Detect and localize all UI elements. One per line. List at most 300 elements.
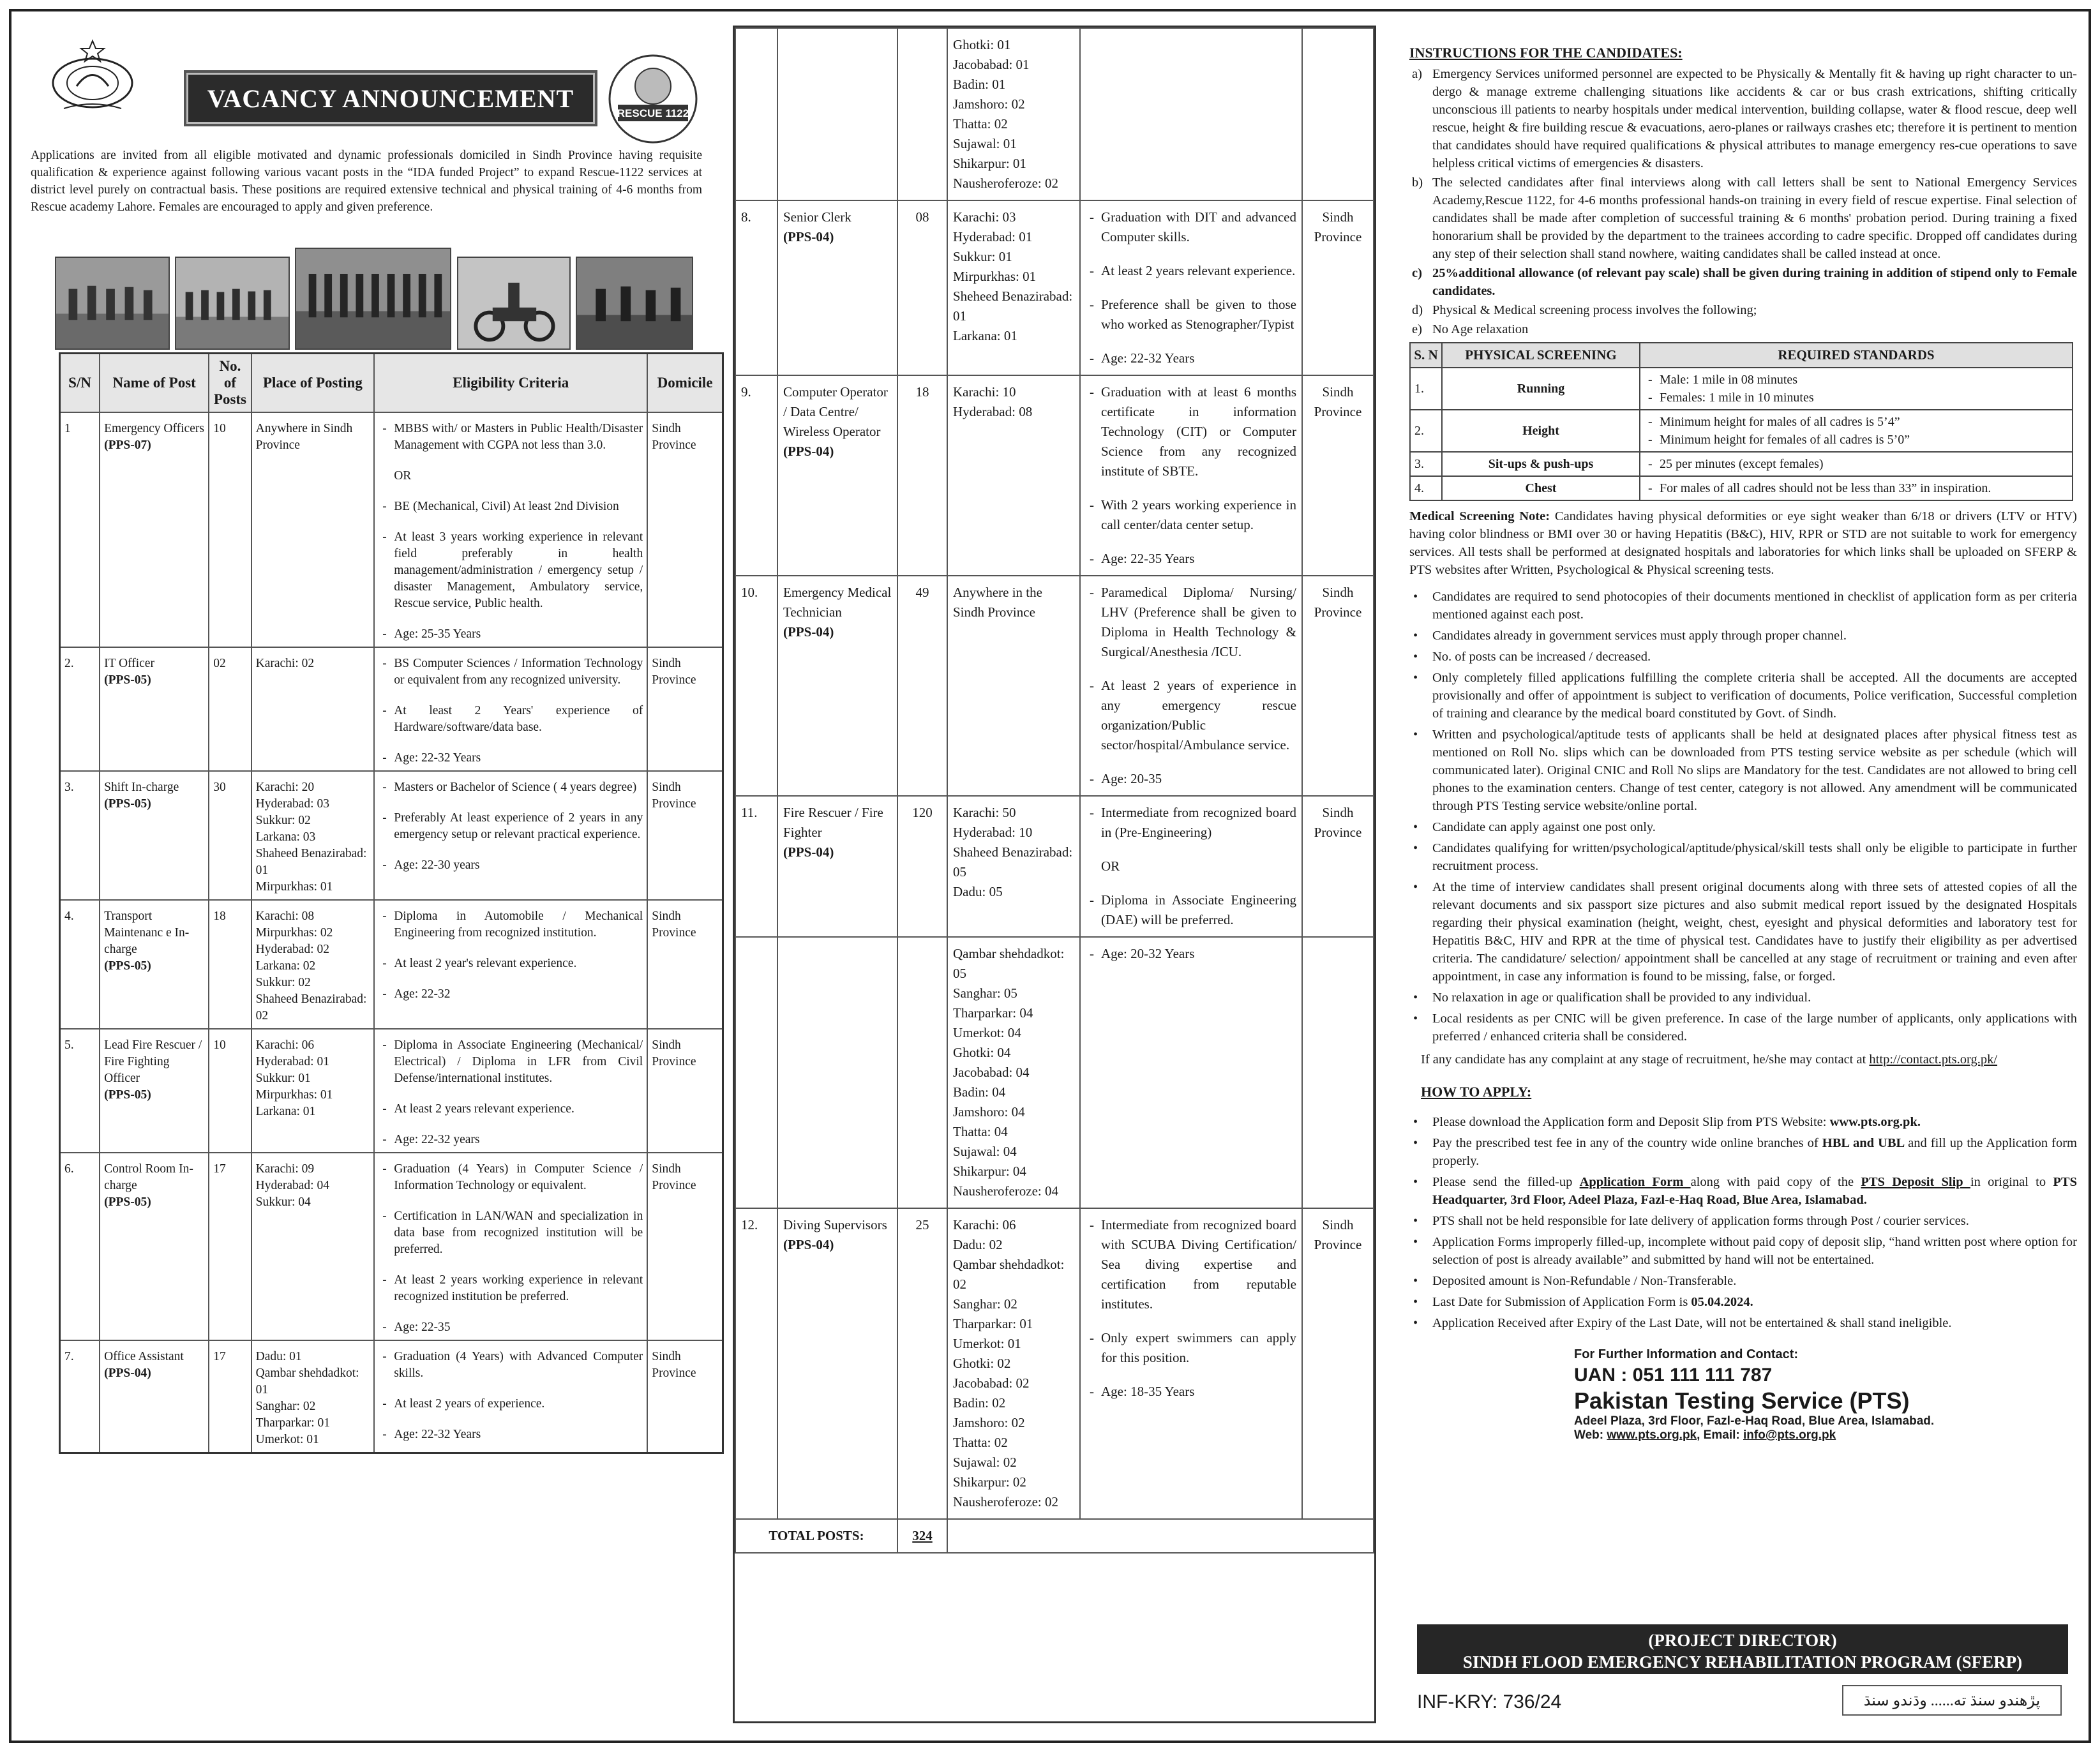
- vacancy-post-title: Senior Clerk: [783, 209, 851, 225]
- vacancy-place-item: Tharparkar: 01: [255, 1416, 331, 1430]
- screening-standard-item: - Minimum height for females of all cadres is 5’0”: [1644, 431, 2068, 449]
- vacancy-criteria-item: - MBBS with/ or Masters in Public Health/Disaster Management with CGPA not less than 3.0.: [379, 421, 643, 454]
- vacancy-post-name: [100, 1153, 209, 1340]
- apply-step-text: PTS shall not be held responsible for late delivery of application forms through Post / courier services.: [1432, 1214, 1969, 1228]
- vacancy-criteria-item: - At least 3 years working experience in relevant field preferably in health management/administration / emergency setup / disaster Management, Ambulatory service, Rescue service, Public health.: [379, 529, 643, 612]
- vacancy-criteria: [374, 1340, 647, 1453]
- vacancy-row: [735, 28, 1374, 200]
- screening-sn: 4.: [1410, 476, 1442, 500]
- vacancy-place: [251, 412, 375, 647]
- apply-step: [1402, 1173, 2077, 1209]
- vacancy-post-name: [100, 900, 209, 1029]
- screening-standard-item: - Male: 1 mile in 08 minutes: [1644, 371, 2068, 389]
- vacancy-domicile: Sindh Province: [1302, 375, 1374, 576]
- vacancy-post-title: Transport Maintenanc e In-charge: [104, 910, 190, 956]
- vacancy-place-item: Qambar shehdadkot: 05: [953, 946, 1065, 981]
- photo-strip: [55, 248, 693, 350]
- vacancy-criteria-item: - Intermediate from recognized board with SCUBA Diving Certification/ Sea diving expertise and certification from reputable institutes.: [1086, 1215, 1296, 1314]
- screening-standards: [1640, 452, 2073, 476]
- vacancy-place-item: Thatta: 02: [953, 116, 1008, 131]
- header-eligibility: Eligibility Criteria: [374, 354, 647, 413]
- vacancy-place-item: Umerkot: 01: [953, 1336, 1021, 1351]
- vacancy-num-posts: 02: [209, 647, 251, 771]
- vacancy-num-posts: [897, 28, 947, 200]
- vacancy-place-item: Badin: 02: [953, 1395, 1006, 1411]
- vacancy-place-item: Mirpurkhas: 01: [255, 1088, 333, 1102]
- vacancy-place-item: Jamshoro: 02: [953, 96, 1025, 112]
- vacancy-place: [947, 28, 1080, 200]
- sindhi-slogan: پڙهندو سنڌ ته...... وڌندو سنڌ: [1842, 1685, 2062, 1716]
- apply-step: [1402, 1212, 2077, 1230]
- vacancy-criteria-item: OR: [1101, 858, 1120, 874]
- vacancy-criteria-item: - Graduation (4 Years) in Computer Science / Information Technology or equivalent.: [379, 1161, 643, 1194]
- screening-row: [1410, 410, 2073, 452]
- vacancy-domicile: Sindh Province: [647, 1153, 723, 1340]
- vacancy-place-item: Dadu: 01: [255, 1350, 302, 1363]
- vacancy-domicile: Sindh Province: [1302, 576, 1374, 796]
- vacancy-domicile: Sindh Province: [1302, 796, 1374, 937]
- screening-header-sn: S. N: [1410, 343, 1442, 368]
- vacancy-place-item: Hyderabad: 01: [953, 229, 1033, 244]
- complaint-text: If any candidate has any complaint at any stage of recruitment, he/she may contact at: [1421, 1052, 1866, 1067]
- vacancy-sn: [735, 28, 777, 200]
- vacancy-num-posts: 18: [897, 375, 947, 576]
- screening-standard-item: - For males of all cadres should not be less than 33” in inspiration.: [1644, 479, 2068, 497]
- vacancy-place-item: Shaheed Benazirabad: 02: [255, 992, 367, 1022]
- sindh-government-emblem-icon: [45, 38, 140, 115]
- contact-block: [1574, 1347, 2077, 1442]
- vacancy-row: [60, 412, 723, 647]
- vacancy-domicile: Sindh Province: [647, 647, 723, 771]
- vacancy-place: [251, 900, 375, 1029]
- vacancy-place: [947, 375, 1080, 576]
- instruction-bullet: • Candidates already in government services must apply through proper channel.: [1402, 627, 2077, 645]
- vacancy-place-item: Hyderabad: 04: [255, 1179, 329, 1192]
- vacancy-place-item: Hyderabad: 03: [255, 797, 329, 811]
- physical-screening-table: [1409, 342, 2073, 501]
- column-left: [31, 26, 713, 1723]
- vacancy-domicile: Sindh Province: [1302, 1208, 1374, 1519]
- apply-step-emphasis: HBL and UBL: [1822, 1136, 1909, 1150]
- header-place: Place of Posting: [251, 354, 375, 413]
- screening-test: Chest: [1442, 476, 1640, 500]
- vacancy-row: [735, 576, 1374, 796]
- medical-note-text: Candidates having physical deformities or eye sight weaker than 6/18 or drivers (LTV or HTV) having color blindness or BMI over 30 or having Hepatitis (B&C), HIV, RPR or STD are not suitable to work for emergency services. All tests shall be performed at designated hospitals and laboratories for which links shall be uploaded on SFERP & PTS websites after Written, Psychological & Physical screening tests.: [1409, 509, 2077, 577]
- project-director-banner: [1417, 1624, 2068, 1674]
- screening-standards: [1640, 476, 2073, 500]
- vacancy-row: [735, 937, 1374, 1208]
- vacancy-criteria-item: - Only expert swimmers can apply for this position.: [1086, 1328, 1296, 1368]
- vacancy-criteria-item: - Age: 22-32 Years: [379, 750, 643, 767]
- vacancy-domicile: [1302, 28, 1374, 200]
- vacancy-pps-scale: (PPS-05): [104, 959, 151, 973]
- screening-standard-item: - Females: 1 mile in 10 minutes: [1644, 389, 2068, 407]
- vacancy-criteria-item: - Age: 22-32: [379, 986, 643, 1003]
- screening-header-test: PHYSICAL SCREENING: [1442, 343, 1640, 368]
- vacancy-criteria: [374, 900, 647, 1029]
- screening-header-row: [1410, 343, 2073, 368]
- vacancy-place-item: Larkana: 03: [255, 830, 316, 844]
- vacancy-place-item: Sujawal: 01: [953, 136, 1017, 151]
- vacancy-domicile: Sindh Province: [1302, 200, 1374, 375]
- instruction-a: a) Emergency Services uniformed personnel are expected to be Physically & Mentally fit & having up right character to un-dergo & manage extreme challenging situations like accidents & car or bus crash extrications, shifting critically unconscious ill patients to nearby hospitals under medical intervention, building collapse, water & flood rescue, deep well rescue, height & fire building rescue & evacuations, aero-planes or railways crashes etc; therefore it is pertinent to mention that candidates should have required qualifications & physical attributes to manage emergency res-cue operations to save helpless critical victims of emergencies & disasters.: [1412, 67, 2077, 170]
- vacancy-criteria-item: - Intermediate from recognized board in (Pre-Engineering): [1086, 803, 1296, 842]
- vacancy-row: [735, 200, 1374, 375]
- vacancy-post-title: Fire Rescuer / Fire Fighter: [783, 805, 883, 840]
- vacancy-sn: 1: [60, 412, 100, 647]
- vacancy-place: [251, 1029, 375, 1153]
- vacancy-criteria-item: - Age: 22-30 years: [379, 857, 643, 874]
- vacancy-criteria-item: - Masters or Bachelor of Science ( 4 years degree): [379, 779, 643, 796]
- instruction-e-text: No Age relaxation: [1432, 322, 1529, 336]
- apply-step-text: in original to: [1970, 1175, 2053, 1189]
- apply-step: [1402, 1293, 2077, 1311]
- vacancy-place-item: Hyderabad: 01: [255, 1055, 329, 1068]
- medical-screening-note: [1402, 507, 2077, 579]
- vacancy-place-item: Sukkur: 01: [255, 1072, 311, 1085]
- vacancy-criteria-item: - At least 2 years of experience.: [379, 1396, 643, 1412]
- header-posts: No. of Posts: [209, 354, 251, 413]
- instruction-a-text: Emergency Services uniformed personnel are expected to be Physically & Mentally fit & having up right character to un-dergo & manage extreme challenging situations like accidents & car or bus crash extrications, shifting critically unconscious ill patients to nearby hospitals under medical intervention, building collapse, water & flood rescue, deep well rescue, height & fire building rescue & evacuations, aero-planes or railways crashes etc; therefore it is pertinent to mention that candidates should have required qualifications & physical attributes to manage emergency res-cue operations to save helpless critical victims of emergencies & disasters.: [1432, 67, 2077, 170]
- apply-step-text: Deposited amount is Non-Refundable / Non-Transferable.: [1432, 1274, 1737, 1288]
- vacancy-num-posts: 17: [209, 1153, 251, 1340]
- vacancy-criteria: [374, 771, 647, 900]
- pts-email-link[interactable]: info@pts.org.pk: [1743, 1428, 1836, 1442]
- vacancy-row: [60, 900, 723, 1029]
- vacancy-place-item: Sukkur: 04: [255, 1195, 311, 1209]
- vacancy-pps-scale: (PPS-07): [104, 438, 151, 452]
- vacancy-place: [251, 1153, 375, 1340]
- vacancy-criteria: [1080, 796, 1302, 937]
- contact-info-label: For Further Information and Contact:: [1574, 1347, 1799, 1361]
- instruction-bullet: • Written and psychological/aptitude tests of applicants shall be held at designated places after physical fitness test as mentioned on Roll No. slips which can be downloaded from PTS testing service website as per schedule (which will communicated later). Original CNIC and Roll No slips are Mandatory for the test. Candidates are not allowed to bring cell phones to the examination centers. Change of test center, category is not allowed. Any amendment will be communicated through PTS Testing service website/online portal.: [1402, 726, 2077, 815]
- vacancy-row: [735, 796, 1374, 937]
- apply-step-text: along with paid copy of the: [1690, 1175, 1861, 1189]
- vacancy-place-item: Nausheroferoze: 04: [953, 1183, 1059, 1199]
- instruction-b-text: The selected candidates after final interviews along with call letters shall be sent to National Emergency Services Academy,Rescue 1122, for 4-6 months professional hands-on training in every field of rescue expertise. Final selection of candidates shall be made after completion of successful training & 6 months' probation period. During training a fixed honorarium shall be provided by the department to the trainees according to cadre specific. Dropped off candidates during any step of their selection shall stand nowhere, waiting candidates shall be called instead at once.: [1432, 176, 2077, 261]
- vacancy-place-item: Shaheed Benazirabad: 05: [953, 844, 1073, 880]
- vacancy-criteria: [374, 1029, 647, 1153]
- vacancy-criteria-item: - Age: 20-35: [1086, 769, 1296, 789]
- vacancy-criteria-item: - Graduation (4 Years) with Advanced Computer skills.: [379, 1349, 643, 1382]
- vacancy-pps-scale: (PPS-04): [783, 844, 834, 860]
- vacancy-num-posts: 120: [897, 796, 947, 937]
- vacancy-row: [60, 1029, 723, 1153]
- vacancy-place-item: Mirpurkhas: 01: [255, 880, 333, 894]
- vacancy-sn: [735, 937, 777, 1208]
- vacancy-place-item: Umerkot: 04: [953, 1025, 1021, 1040]
- vacancy-post-title: Emergency Officers: [104, 422, 204, 435]
- instructions-title: INSTRUCTIONS FOR THE CANDIDATES:: [1409, 45, 1683, 61]
- vacancy-place-item: Sukkur: 02: [255, 814, 311, 827]
- apply-step: [1402, 1134, 2077, 1170]
- screening-row: [1410, 368, 2073, 410]
- general-instructions-list: [1402, 588, 2077, 1045]
- vacancy-place: [947, 796, 1080, 937]
- header-post: Name of Post: [100, 354, 209, 413]
- apply-step-emphasis: PTS Headquarter, 3rd Floor, Adeel Plaza, Fazl-e-Haq Road, Blue Area, Islamabad.: [1432, 1175, 2077, 1207]
- vacancy-place-item: Karachi: 20: [255, 781, 315, 794]
- vacancy-row: [60, 647, 723, 771]
- vacancy-place-item: Hyderabad: 02: [255, 943, 329, 956]
- vacancy-place-item: Badin: 04: [953, 1084, 1006, 1100]
- vacancy-post-name: [777, 28, 897, 200]
- screening-standards: [1640, 368, 2073, 410]
- screening-row: [1410, 476, 2073, 500]
- screening-row: [1410, 452, 2073, 476]
- header-sn: S/N: [60, 354, 100, 413]
- vacancy-place-item: Anywhere in the Sindh Province: [953, 585, 1042, 620]
- photo-motorbike-rescue: [457, 257, 571, 350]
- vacancy-place-item: Ghotki: 02: [953, 1356, 1011, 1371]
- vacancy-place-item: Larkana: 02: [255, 959, 316, 973]
- apply-step-emphasis: PTS Deposit Slip: [1861, 1175, 1970, 1189]
- table-2-body: [735, 28, 1374, 1553]
- vacancy-sn: 3.: [60, 771, 100, 900]
- total-value: 324: [897, 1519, 947, 1553]
- vacancy-criteria: [374, 1153, 647, 1340]
- vacancy-criteria-item: - Diploma in Automobile / Mechanical Engineering from recognized institution.: [379, 908, 643, 941]
- vacancy-pps-scale: (PPS-05): [104, 1088, 151, 1102]
- vacancy-place-item: Sanghar: 02: [255, 1400, 316, 1413]
- apply-step-emphasis: 05.04.2024.: [1691, 1295, 1753, 1309]
- screening-standard-item: - 25 per minutes (except females): [1644, 455, 2068, 473]
- vacancy-num-posts: 30: [209, 771, 251, 900]
- vacancy-pps-scale: (PPS-05): [104, 1195, 151, 1209]
- vacancy-post-title: Emergency Medical Technician: [783, 585, 892, 620]
- how-to-apply-title: HOW TO APPLY:: [1421, 1084, 1532, 1100]
- vacancy-place-item: Karachi: 06: [953, 1217, 1016, 1232]
- vacancy-criteria-item: OR: [394, 469, 412, 483]
- vacancy-sn: 4.: [60, 900, 100, 1029]
- pts-website-link[interactable]: www.pts.org.pk: [1607, 1428, 1697, 1442]
- vacancy-row: [60, 771, 723, 900]
- vacancy-place-item: Jamshoro: 04: [953, 1104, 1025, 1119]
- vacancy-place-item: Karachi: 03: [953, 209, 1016, 225]
- instruction-d: d) Physical & Medical screening process involves the following;: [1412, 303, 1757, 317]
- how-to-apply-list: [1402, 1113, 2077, 1332]
- complaint-line: [1402, 1051, 2077, 1068]
- vacancy-num-posts: 25: [897, 1208, 947, 1519]
- apply-step-text: Last Date for Submission of Application Form is: [1432, 1295, 1691, 1309]
- column-middle: [733, 26, 1376, 1723]
- apply-step: [1402, 1113, 2077, 1131]
- screening-sn: 2.: [1410, 410, 1442, 452]
- vacancy-place: [947, 576, 1080, 796]
- screening-body: [1410, 368, 2073, 500]
- vacancy-criteria-item: - BE (Mechanical, Civil) At least 2nd Division: [379, 498, 643, 515]
- vacancy-sn: 9.: [735, 375, 777, 576]
- vacancy-table-2: [735, 27, 1374, 1554]
- vacancy-place-item: Nausheroferoze: 02: [953, 1494, 1059, 1509]
- vacancy-place-item: Sujawal: 04: [953, 1144, 1017, 1159]
- vacancy-criteria-item: - At least 2 Years' experience of Hardware/software/data base.: [379, 703, 643, 736]
- total-empty: [947, 1519, 1374, 1553]
- screening-header-standards: REQUIRED STANDARDS: [1640, 343, 2073, 368]
- vacancy-criteria-item: - Age: 20-32 Years: [1086, 944, 1296, 964]
- vacancy-pps-scale: (PPS-04): [104, 1366, 151, 1380]
- screening-test: Running: [1442, 368, 1640, 410]
- photo-training: [576, 257, 693, 350]
- vacancy-place-item: Thatta: 04: [953, 1124, 1008, 1139]
- vacancy-criteria: [1080, 576, 1302, 796]
- header: [31, 26, 702, 128]
- vacancy-place-item: Umerkot: 01: [255, 1433, 319, 1446]
- total-row: [735, 1519, 1374, 1553]
- vacancy-criteria-item: - At least 2 years of experience in any emergency rescue organization/Public sector/hospital/Ambulance service.: [1086, 676, 1296, 755]
- vacancy-criteria-item: - Preferably At least experience of 2 years in any emergency setup or relevant practical experience.: [379, 810, 643, 843]
- vacancy-num-posts: 10: [209, 1029, 251, 1153]
- instruction-bullet: • Local residents as per CNIC will be given preference. In case of the large number of applicants, only applications with preferred / enhanced criteria shall be considered.: [1402, 1010, 2077, 1045]
- vacancy-place-item: Tharparkar: 04: [953, 1005, 1033, 1021]
- vacancy-place-item: Mirpurkhas: 01: [953, 269, 1037, 284]
- instruction-bullet: • No relaxation in age or qualification shall be provided to any individual.: [1402, 989, 2077, 1007]
- column-right: [1402, 26, 2077, 1723]
- apply-step: [1402, 1233, 2077, 1269]
- vacancy-place: [947, 937, 1080, 1208]
- vacancy-place-item: Sanghar: 05: [953, 985, 1017, 1001]
- vacancy-post-title: Diving Supervisors: [783, 1217, 887, 1232]
- vacancy-post-title: Computer Operator / Data Centre/ Wireless Operator: [783, 384, 888, 439]
- table-header-row: [60, 354, 723, 413]
- intro-paragraph: Applications are invited from all eligible motivated and dynamic professionals domiciled in Sindh Province having requisite qualification & experience against following various vacant posts in the “IDA funded Project” to expand Rescue-1122 services at district level purely on contractual basis. These positions are required extensive technical and physical training of 4-6 months from Rescue academy Lahore. Females are encouraged to apply and given preference.: [31, 149, 702, 214]
- apply-step-text: Application Forms improperly filled-up, incomplete without paid copy of deposit slip, “hand written post where option for selection of post is already available” and submitted by hand will not be entertained.: [1432, 1235, 2077, 1267]
- instruction-b: b) The selected candidates after final interviews along with call letters shall be sent to National Emergency Services Academy,Rescue 1122, for 4-6 months professional hands-on training in every field of rescue expertise. Final selection of candidates shall be made after completion of successful training & 6 months' probation period. During training a fixed honorarium shall be provided by the department to the trainees according to cadre specific. Dropped off candidates during any step of their selection shall stand nowhere, waiting candidates shall be called instead at once.: [1412, 176, 2077, 261]
- rescue-logo-text: RESCUE 1122: [617, 107, 689, 119]
- vacancy-place-item: Qambar shehdadkot: 02: [953, 1257, 1065, 1292]
- vacancy-place-item: Shikarpur: 01: [953, 156, 1026, 171]
- vacancy-place-item: Karachi: 08: [255, 910, 315, 923]
- vacancy-criteria: [374, 412, 647, 647]
- photo-parade: [295, 248, 451, 350]
- vacancy-domicile: Sindh Province: [647, 771, 723, 900]
- vacancy-table-1: [59, 352, 724, 1454]
- photo-rescue-team-2: [175, 257, 290, 350]
- vacancy-place-item: Sheheed Benazirabad: 01: [953, 288, 1073, 324]
- apply-step-emphasis: www.pts.org.pk.: [1829, 1115, 1921, 1129]
- rescue-1122-logo-icon: [605, 51, 701, 147]
- vacancy-pps-scale: (PPS-04): [783, 229, 834, 244]
- screening-test: Height: [1442, 410, 1640, 452]
- vacancy-criteria-item: - With 2 years working experience in call center/data center setup.: [1086, 495, 1296, 535]
- vacancy-place-item: Jacobabad: 04: [953, 1065, 1030, 1080]
- vacancy-post-name: [100, 647, 209, 771]
- instruction-c-text: 25%additional allowance (of relevant pay scale) shall be given during training in addition of stipend only to Female candidates.: [1432, 266, 2077, 298]
- vacancy-place-item: Hyderabad: 10: [953, 825, 1033, 840]
- pts-name: Pakistan Testing Service (PTS): [1574, 1388, 1910, 1414]
- vacancy-num-posts: 17: [209, 1340, 251, 1453]
- page-title: VACANCY ANNOUNCEMENT: [184, 70, 597, 126]
- vacancy-place-item: Karachi: 50: [953, 805, 1016, 820]
- vacancy-criteria-item: - Age: 18-35 Years: [1086, 1382, 1296, 1402]
- vacancy-post-name: [100, 771, 209, 900]
- vacancy-domicile: Sindh Province: [647, 1029, 723, 1153]
- vacancy-sn: 6.: [60, 1153, 100, 1340]
- vacancy-sn: 5.: [60, 1029, 100, 1153]
- vacancy-post-title: Control Room In-charge: [104, 1162, 193, 1192]
- vacancy-place-item: Sukkur: 02: [255, 976, 311, 989]
- vacancy-criteria-item: - Age: 22-35: [379, 1319, 643, 1336]
- vacancy-sn: 12.: [735, 1208, 777, 1519]
- vacancy-place-item: Qambar shehdadkot: 01: [255, 1366, 359, 1396]
- vacancy-domicile: Sindh Province: [647, 1340, 723, 1453]
- vacancy-place: [251, 771, 375, 900]
- vacancy-place-item: Karachi: 10: [953, 384, 1016, 400]
- vacancy-place-item: Shikarpur: 04: [953, 1164, 1026, 1179]
- photo-rescue-team-1: [55, 257, 170, 350]
- vacancy-num-posts: [897, 937, 947, 1208]
- screening-sn: 3.: [1410, 452, 1442, 476]
- vacancy-sn: 7.: [60, 1340, 100, 1453]
- screening-standard-item: - Minimum height for males of all cadres is 5’4”: [1644, 413, 2068, 431]
- apply-step-text: Pay the prescribed test fee in any of the country wide online branches of: [1432, 1136, 1822, 1150]
- apply-step-emphasis: Application Form: [1579, 1175, 1691, 1189]
- vacancy-sn: 8.: [735, 200, 777, 375]
- vacancy-domicile: Sindh Province: [647, 900, 723, 1029]
- vacancy-criteria-item: - Preference shall be given to those who worked as Stenographer/Typist: [1086, 295, 1296, 334]
- vacancy-criteria-item: - Graduation with at least 6 months certificate in information Technology (CIT) or Computer Science from any recognized institute of SBTE.: [1086, 382, 1296, 481]
- vacancy-row: [60, 1340, 723, 1453]
- medical-note-label: Medical Screening Note:: [1409, 509, 1550, 523]
- header-domicile: Domicile: [647, 354, 723, 413]
- instruction-c: c) 25%additional allowance (of relevant pay scale) shall be given during training in addition of stipend only to Female candidates.: [1412, 266, 2077, 298]
- vacancy-criteria-item: - Age: 22-32 years: [379, 1132, 643, 1148]
- vacancy-place-item: Jacobabad: 02: [953, 1375, 1030, 1391]
- vacancy-place-item: Tharparkar: 01: [953, 1316, 1033, 1331]
- vacancy-place-item: Nausheroferoze: 02: [953, 176, 1059, 191]
- apply-step-text: Please send the filled-up: [1432, 1175, 1580, 1189]
- vacancy-criteria-item: - Diploma in Associate Engineering (DAE) will be preferred.: [1086, 890, 1296, 930]
- vacancy-post-name: [777, 576, 897, 796]
- vacancy-criteria: [1080, 28, 1302, 200]
- vacancy-num-posts: 10: [209, 412, 251, 647]
- vacancy-num-posts: 18: [209, 900, 251, 1029]
- vacancy-place-item: Badin: 01: [953, 77, 1006, 92]
- total-label: TOTAL POSTS:: [735, 1519, 897, 1553]
- vacancy-place-item: Mirpurkhas: 02: [255, 926, 333, 940]
- vacancy-criteria: [1080, 1208, 1302, 1519]
- vacancy-num-posts: 08: [897, 200, 947, 375]
- vacancy-pps-scale: (PPS-04): [783, 1237, 834, 1252]
- instruction-bullet: • At the time of interview candidates shall present original documents along with three sets of attested copies of all the relevant documents and six passport size pictures and also submit medical report issued by the designated Hospitals regarding their physical examination (height, weight, chest, eyesight and physical deformities and laboratory test for Hepatitis B&C, HIV and RPR at the time of physical test. Candidates have to justify their eligibility as per advertised criteria. The candidature/ selection/ appointment shall be cancelled at any stage of recruitment or training and even after appointment, in case any information is found to be missing, false, or forged.: [1402, 878, 2077, 985]
- vacancy-pps-scale: (PPS-05): [104, 673, 151, 687]
- vacancy-criteria: [374, 647, 647, 771]
- vacancy-place: [251, 1340, 375, 1453]
- apply-step-text: Application Received after Expiry of the Last Date, will not be entertained & shall stand ineligible.: [1432, 1316, 1952, 1330]
- instruction-bullet: • Candidates qualifying for written/psychological/aptitude/physical/skill tests shall only be eligible to participate in further recruitment process.: [1402, 839, 2077, 875]
- vacancy-place-item: Sukkur: 01: [953, 249, 1012, 264]
- complaint-link[interactable]: http://contact.pts.org.pk/: [1869, 1052, 1998, 1067]
- vacancy-place-item: Karachi: 09: [255, 1162, 315, 1176]
- vacancy-place-item: Jacobabad: 01: [953, 57, 1030, 72]
- vacancy-place-item: Ghotki: 04: [953, 1045, 1011, 1060]
- vacancy-criteria-item: - At least 2 year's relevant experience.: [379, 955, 643, 972]
- inf-reference: INF-KRY: 736/24: [1417, 1691, 1562, 1712]
- apply-step-text: Please download the Application form and Deposit Slip from PTS Website:: [1432, 1115, 1830, 1129]
- vacancy-post-name: [777, 375, 897, 576]
- vacancy-criteria: [1080, 200, 1302, 375]
- uan-number: UAN : 051 111 111 787: [1574, 1365, 1773, 1386]
- vacancy-post-name: [100, 1029, 209, 1153]
- vacancy-pps-scale: (PPS-04): [783, 444, 834, 459]
- vacancy-criteria: [1080, 937, 1302, 1208]
- vacancy-post-name: [777, 796, 897, 937]
- vacancy-place: [251, 647, 375, 771]
- vacancy-criteria-item: - At least 2 years relevant experience.: [379, 1101, 643, 1118]
- vacancy-place-item: Thatta: 02: [953, 1435, 1008, 1450]
- email-label: , Email:: [1697, 1428, 1740, 1442]
- project-director: (PROJECT DIRECTOR): [1648, 1631, 1837, 1650]
